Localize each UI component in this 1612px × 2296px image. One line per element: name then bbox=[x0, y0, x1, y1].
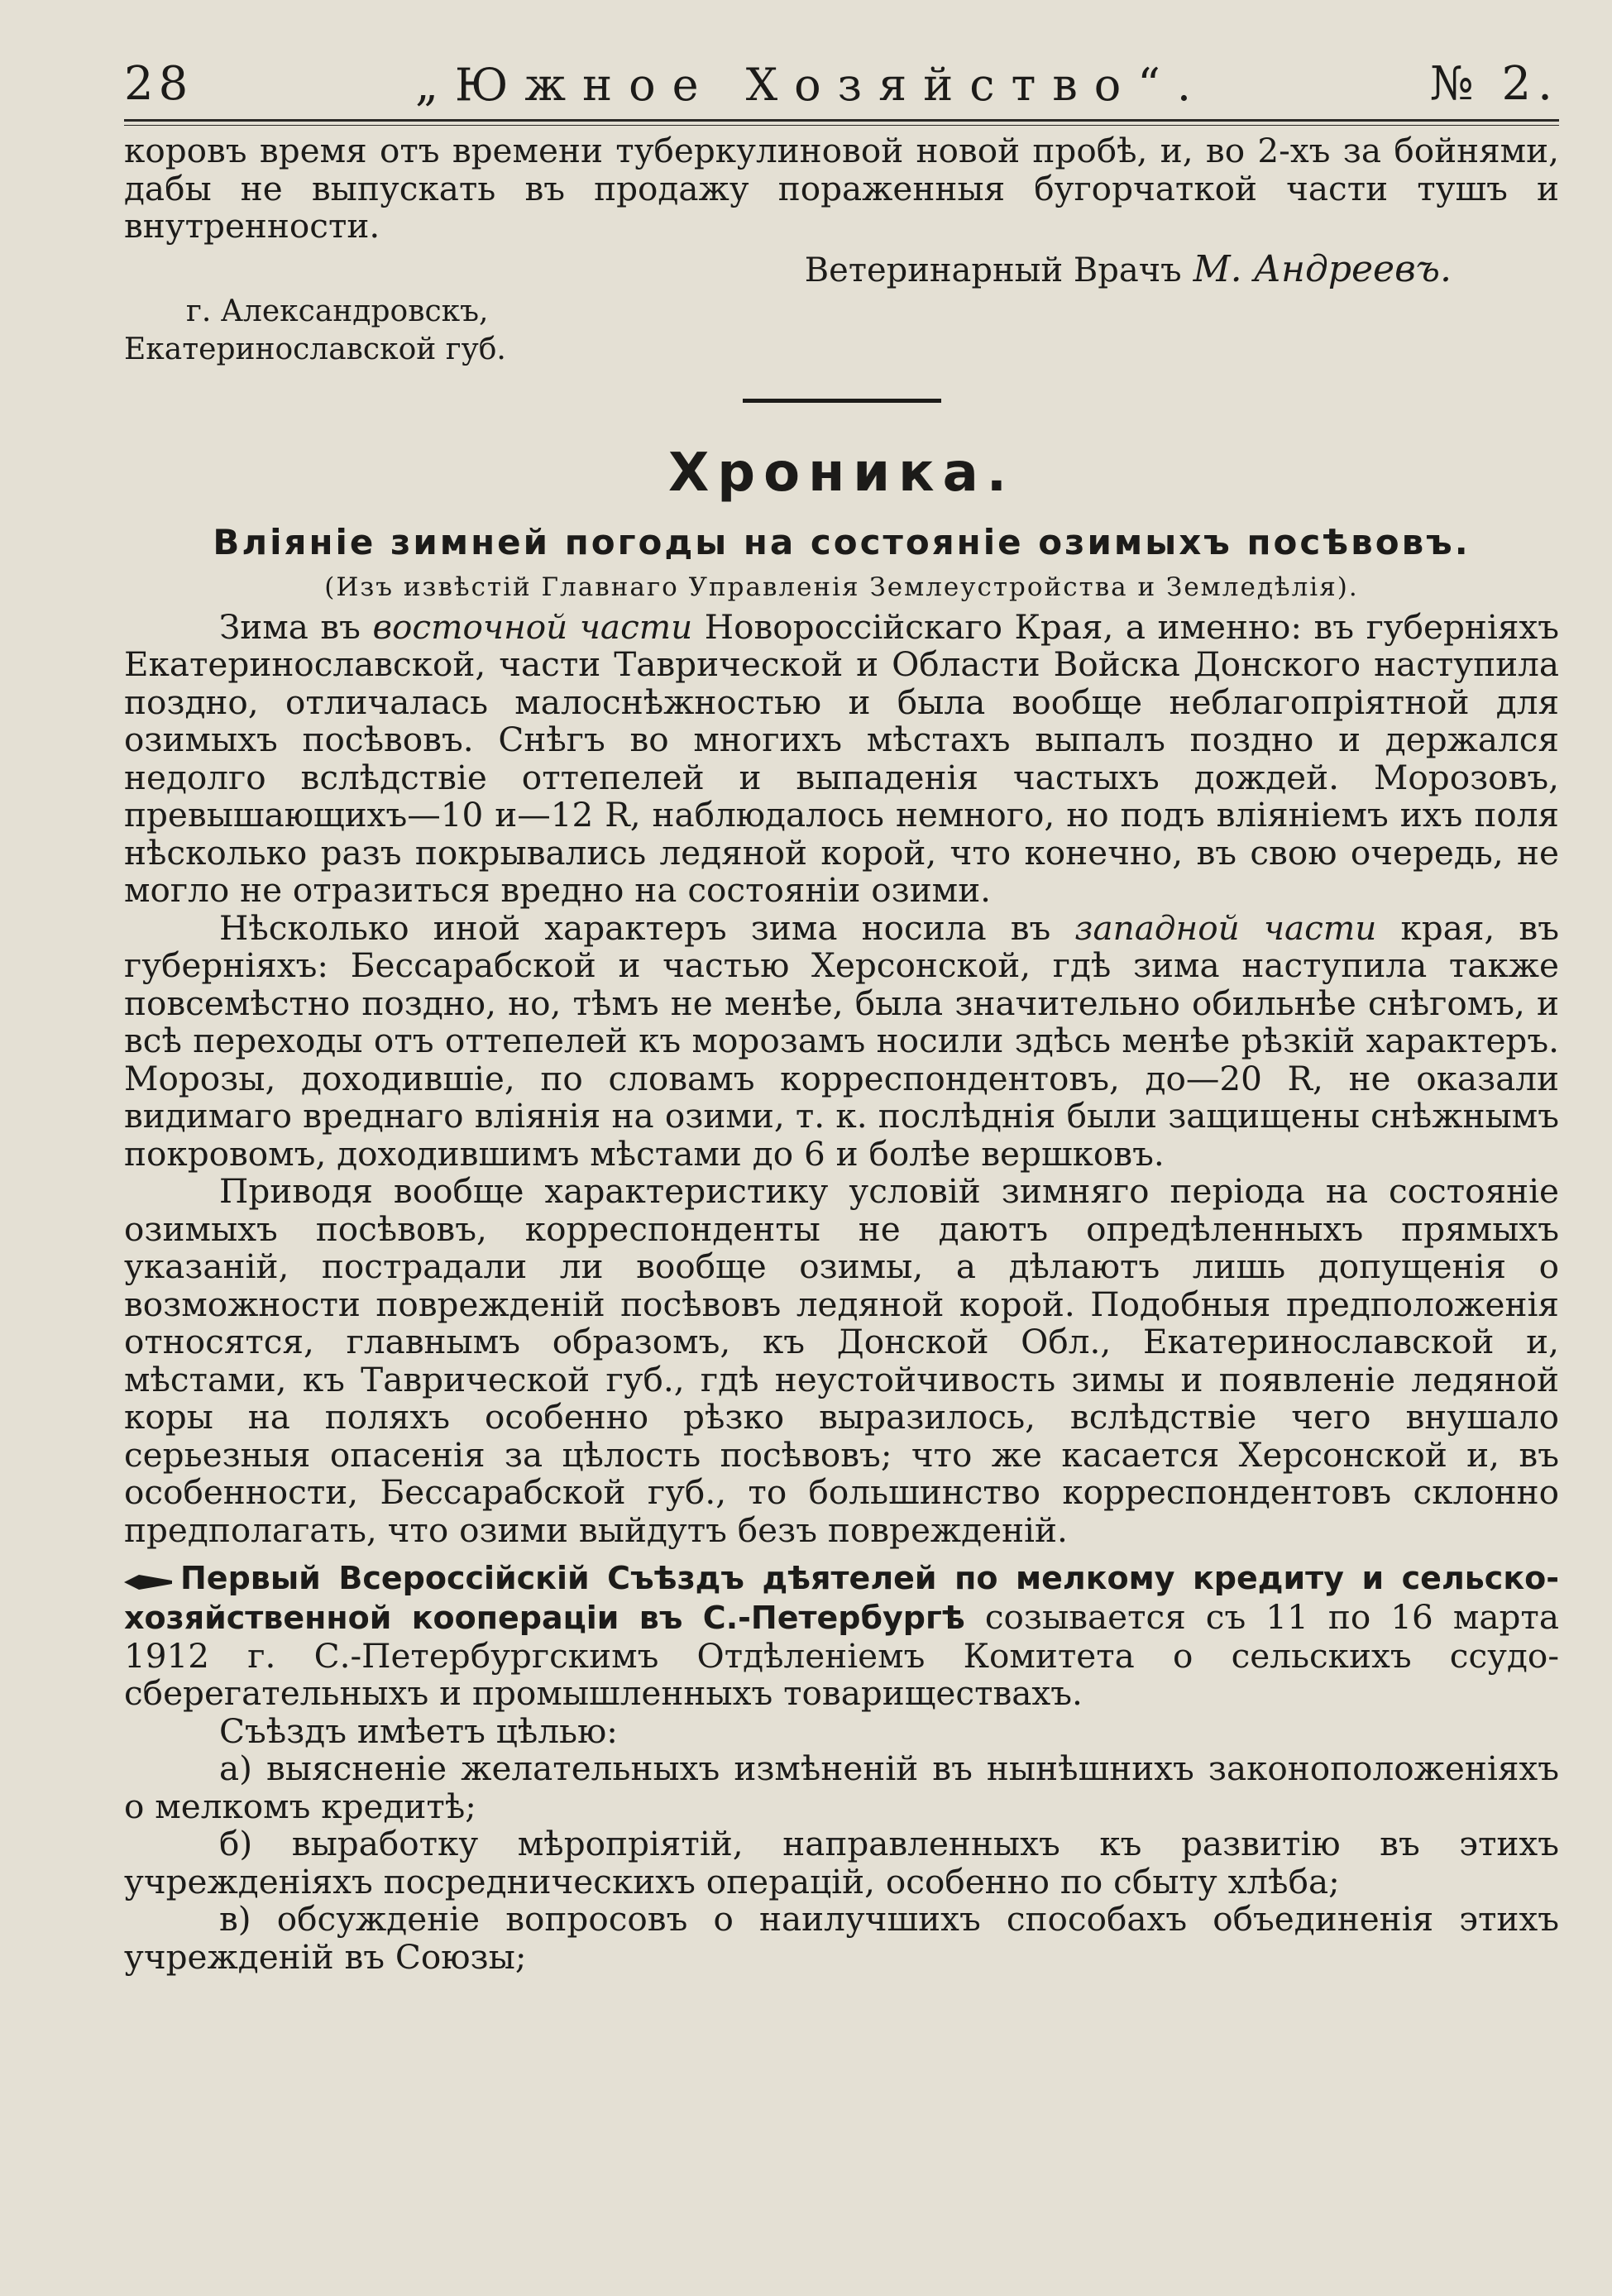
page-number: 28 bbox=[124, 57, 194, 111]
signature-name: М. Андреевъ. bbox=[1193, 247, 1452, 290]
emphasis-text: западной части bbox=[1074, 907, 1377, 948]
continued-paragraph: коровъ время отъ времени туберкулиновой новой пробѣ, и, во 2-хъ за бойнями, дабы не выпускать въ продажу пораженныя бугорчаткой части тушъ и внутренности. bbox=[124, 131, 1559, 246]
signature bbox=[124, 249, 1559, 291]
paragraph-text: Зима въ bbox=[219, 606, 373, 647]
section-title: Хроника. bbox=[667, 442, 1016, 504]
article-source: (Изъ извѣстій Главнаго Управленія Землеустройства и Земледѣлія). bbox=[324, 572, 1359, 602]
article-paragraph: Приводя вообще характеристику условій зимняго періода на состояніе озимыхъ посѣвовъ, корреспонденты не даютъ опредѣленныхъ прямыхъ указаній, пострадали ли вообще озимы, а дѣлаютъ лишь допущенія о возможности поврежденій посѣвовъ ледяной корой. Подобныя предположенія относятся, главнымъ образомъ, къ Донской Обл., Екатеринославской и, мѣстами, къ Таврической губ., гдѣ неустойчивость зимы и появленіе ледяной коры на поляхъ особенно рѣзко выразилось, вслѣдствіе чего внушало серьезныя опасенія за цѣлость посѣвовъ; что же касается Херсонской и, въ особенности, Бессарабской губ., то большинство корреспондентовъ склонно предполагать, что озими выйдутъ безъ поврежденій. bbox=[124, 1171, 1559, 1550]
journal-title: „Южное Хозяйство“. bbox=[415, 59, 1208, 111]
place-line-2: Екатеринославской губ. bbox=[124, 332, 506, 366]
goal-item: а) выясненіе желательныхъ измѣненій въ нынѣшнихъ законоположеніяхъ о мелкомъ кредитѣ; bbox=[124, 1748, 1559, 1826]
news-lead: Первый Всероссійскій Съѣздъ дѣятелей по мелкому кредиту и сельско-хозяйственной кооперацiи въ С.-Петербургѣ bbox=[124, 1560, 1559, 1637]
news-item bbox=[124, 1559, 1559, 1713]
header-rule bbox=[124, 119, 1559, 122]
news-text: созывается съ 11 по 16 марта 1912 г. С.-Петербургскимъ Отдѣленіемъ Комитета о сельскихъ ссудо-сберегательныхъ и промышленныхъ товариществахъ. bbox=[124, 1597, 1559, 1714]
section-divider bbox=[743, 399, 941, 403]
goal-item: в) обсужденіе вопросовъ о наилучшихъ способахъ объединенія этихъ учрежденій въ Союзы; bbox=[124, 1899, 1559, 1977]
paragraph-text: Новороссійскаго Края, а именно: въ губерніяхъ Екатеринославской, части Таврической и Области Войска Донского наступила поздно, отличалась малоснѣжностью и была вообще неблагопріятной для озимыхъ посѣвовъ. Снѣгъ во многихъ мѣстахъ выпалъ поздно и держался недолго вслѣдствіе оттепелей и выпаденія частыхъ дождей. Морозовъ, превышающихъ—10 и—12 R, наблюдалось немного, но подъ вліяніемъ ихъ поля нѣсколько разъ покрывались ледяной корой, что конечно, въ свою очередь, не могло не отразиться вредно на состояніи озими. bbox=[124, 606, 1559, 910]
paragraph-text: Нѣсколько иной характеръ зима носила въ bbox=[219, 907, 1075, 948]
article-paragraph bbox=[124, 606, 1559, 910]
article-paragraph bbox=[124, 907, 1559, 1174]
place-of-writing bbox=[124, 293, 1559, 369]
article-headline: Вліяніе зимней погоды на состояніе озимыхъ посѣвовъ. bbox=[213, 521, 1471, 562]
journal-page bbox=[124, 33, 1559, 2258]
goals-intro: Съѣздъ имѣетъ цѣлью: bbox=[219, 1710, 618, 1751]
running-header bbox=[124, 33, 1559, 111]
goal-item: б) выработку мѣропріятій, направленныхъ къ развитію въ этихъ учрежденіяхъ посредническихъ операцій, особенно по сбыту хлѣба; bbox=[124, 1824, 1559, 1901]
paragraph-text: края, въ губерніяхъ: Бессарабской и частью Херсонской, гдѣ зима наступила также повсемѣстно поздно, но, тѣмъ не менѣе, была значительно обильнѣе снѣгомъ, и всѣ переходы отъ оттепелей къ морозамъ носили здѣсь менѣе рѣзкій характеръ. Морозы, доходившіе, по словамъ корреспондентовъ, до—20 R, не оказали видимаго вреднаго вліянія на озими, т. к. послѣднія были защищены снѣжнымъ покровомъ, доходившимъ мѣстами до 6 и болѣе вершковъ. bbox=[124, 907, 1559, 1174]
issue-number: № 2. bbox=[1429, 57, 1559, 111]
header-rule-thin bbox=[124, 125, 1559, 126]
place-line-1: г. Александровскъ, bbox=[186, 294, 489, 328]
emphasis-text: восточной части bbox=[372, 606, 693, 647]
pointing-hand-icon bbox=[124, 1562, 172, 1600]
signature-title: Ветеринарный Врачъ bbox=[804, 251, 1182, 289]
